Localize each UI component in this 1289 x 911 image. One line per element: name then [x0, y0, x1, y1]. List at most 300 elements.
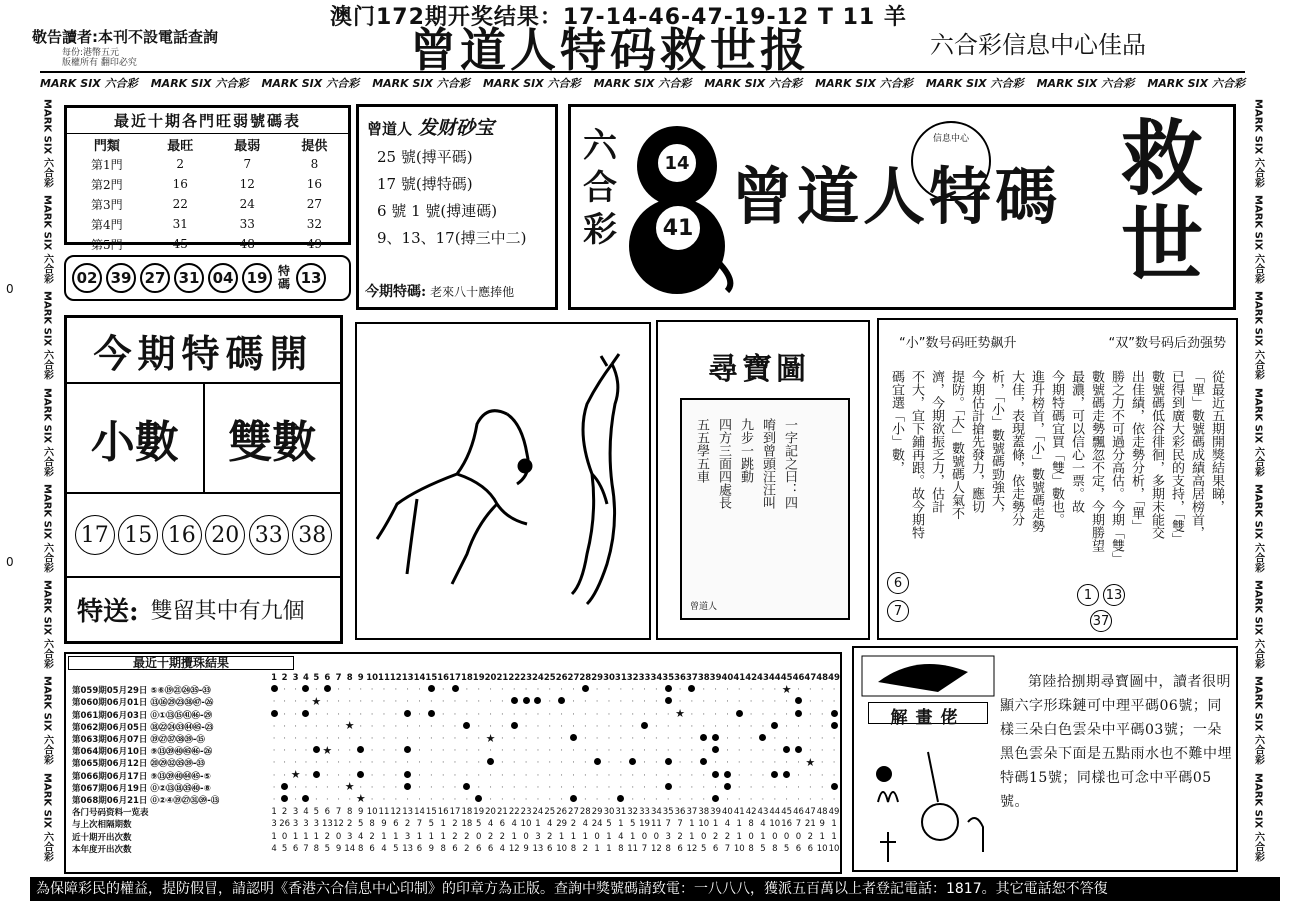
- draw-summary-cell: 10: [733, 843, 745, 854]
- draw-cell: ·: [370, 734, 374, 745]
- draw-summary-cell: 13: [402, 807, 414, 818]
- article-col: 析，「小」數號碼勁強大，: [989, 370, 1004, 520]
- draw-cell: ·: [283, 697, 286, 708]
- draw-cell: [662, 782, 674, 794]
- draw-cell: ·: [453, 734, 457, 745]
- draw-cell: ·: [548, 770, 552, 781]
- draw-cell: ·: [619, 782, 623, 793]
- draw-cell: ·: [465, 685, 469, 696]
- draw-row: [68, 770, 840, 782]
- draw-cell: ·: [643, 782, 646, 793]
- draw-summary-cell: 11: [627, 843, 639, 854]
- draw-cell: ·: [294, 721, 297, 732]
- draw-number-header: 20: [484, 673, 497, 684]
- draw-summary-cell: 1: [428, 831, 435, 842]
- draw-dot: [665, 697, 672, 704]
- draw-cell: [322, 684, 333, 696]
- draw-star: ★: [322, 743, 333, 757]
- draw-cell: ·: [441, 709, 445, 720]
- draw-number-header: 25: [543, 673, 556, 684]
- draw-summary-cell: 29: [591, 807, 603, 818]
- draw-cell: ·: [619, 758, 623, 769]
- draw-dot: [558, 697, 565, 704]
- number-ball: 20: [205, 515, 245, 555]
- draw-cell: ·: [382, 794, 386, 805]
- draw-cell: ·: [465, 770, 469, 781]
- draw-dot: [404, 710, 411, 717]
- draw-cell: ·: [761, 770, 765, 781]
- draw-cell: ·: [749, 746, 753, 757]
- draw-cell: ·: [655, 794, 658, 805]
- draw-cell: ·: [304, 746, 308, 757]
- draw-summary-cell: 13: [402, 843, 414, 854]
- draw-cell: [473, 794, 485, 806]
- article-col: 今期估計搶先發力，應切: [969, 370, 984, 513]
- special-offer-label: 特送:: [77, 596, 139, 627]
- draw-number-header: 47: [804, 673, 817, 684]
- article-balls-right: [1071, 584, 1131, 632]
- draw-summary-cell: 6: [499, 819, 506, 830]
- draw-cell: ·: [441, 782, 445, 793]
- draw-cell: ·: [773, 746, 777, 757]
- draw-cell: ·: [314, 794, 318, 805]
- draw-cell: ·: [429, 746, 433, 757]
- draw-cell: ·: [272, 758, 276, 769]
- draw-cell: [722, 782, 734, 794]
- draw-cell: [301, 794, 311, 806]
- draw-row: [68, 757, 840, 769]
- draw-number-header: 3: [292, 673, 299, 684]
- draw-summary-cell: 5: [313, 807, 320, 818]
- draw-summary-cell: 19: [639, 819, 650, 830]
- draw-cell: ·: [326, 697, 329, 708]
- draw-summary-cell: 2: [582, 843, 588, 854]
- draw-summary-cell: 4: [381, 843, 387, 854]
- giraffe-drawing: [572, 354, 619, 604]
- draw-cell: ·: [548, 721, 552, 732]
- draw-summary-cell: 6: [487, 843, 494, 854]
- draw-cell: ·: [394, 734, 398, 745]
- draw-number-header: 37: [685, 673, 698, 684]
- draw-cell: ·: [326, 782, 329, 793]
- draw-cell: ·: [382, 697, 386, 708]
- draw-number-header: 21: [496, 673, 509, 684]
- analysis-article: [877, 318, 1238, 640]
- draw-summary-cell: 21: [496, 807, 508, 818]
- pick-even: 雙數: [203, 384, 341, 492]
- draw-cell: ·: [536, 782, 540, 793]
- draw-cell: ·: [489, 697, 492, 708]
- draw-cell: [757, 733, 769, 745]
- draw-cell: [793, 709, 805, 721]
- draw-summary-cell: 4: [511, 819, 517, 830]
- draw-cell: [425, 709, 437, 721]
- draw-dot: [724, 783, 731, 790]
- draw-summary-cell: 10: [828, 843, 840, 854]
- draw-cell: ·: [326, 709, 329, 720]
- draw-cell: ·: [501, 685, 504, 696]
- marksix-label: MARK SIX 六合彩: [1252, 580, 1264, 669]
- draw-cell: [769, 770, 781, 782]
- draw-cell: ·: [348, 709, 352, 720]
- draw-summary-cell: 10: [556, 843, 568, 854]
- draw-cell: ·: [304, 758, 308, 769]
- draw-cell: ·: [548, 794, 552, 805]
- draw-summary-cell: 24: [591, 819, 603, 830]
- draw-summary-cell: 1: [606, 843, 612, 854]
- tips-footer: [365, 281, 514, 301]
- draw-dot: [534, 697, 541, 704]
- draw-cell: ·: [441, 770, 445, 781]
- draw-cell: ·: [655, 685, 658, 696]
- draw-summary-cell: 1: [736, 831, 742, 842]
- draw-summary-cell: 1: [416, 831, 423, 842]
- draw-cell: ·: [501, 782, 504, 793]
- draw-cell: ·: [832, 794, 836, 805]
- draw-cell: ·: [761, 697, 765, 708]
- article-headlines: [899, 332, 1226, 351]
- headline-small: “小”数号码旺势飙升: [899, 336, 1017, 351]
- draw-summary-cell: 18: [461, 807, 473, 818]
- draw-number-header: 18: [460, 673, 473, 684]
- draw-summary-cell: 16: [437, 807, 449, 818]
- draw-summary-cell: 0: [795, 831, 802, 842]
- draw-cell: [698, 757, 710, 769]
- stats-cell: 第2門: [91, 177, 123, 192]
- draw-cell: ·: [337, 709, 340, 720]
- draw-cell: ·: [337, 746, 340, 757]
- draw-cell: ·: [666, 746, 670, 757]
- draw-summary-cell: 1: [271, 807, 277, 818]
- draw-cell: ·: [773, 697, 777, 708]
- draw-cell: ·: [406, 758, 409, 769]
- draw-cell: ·: [607, 782, 611, 793]
- draw-cell: ·: [536, 709, 540, 720]
- draw-summary-cell: 4: [487, 819, 494, 830]
- draw-dot: [302, 795, 309, 802]
- draw-cell: ·: [572, 770, 575, 781]
- draw-cell: ·: [294, 782, 297, 793]
- draw-cell: ·: [607, 709, 611, 720]
- poem-line: 一字記之曰：四: [782, 418, 797, 509]
- draw-cell: ·: [453, 709, 457, 720]
- draw-cell: ·: [524, 746, 528, 757]
- draw-cell: ·: [808, 709, 812, 720]
- draw-cell: ·: [465, 709, 469, 720]
- draw-star: ★: [344, 780, 355, 794]
- draw-cell: ·: [465, 746, 469, 757]
- draw-dot: [759, 734, 766, 741]
- draw-cell: ·: [326, 721, 329, 732]
- draw-cell: ·: [820, 721, 824, 732]
- article-col: 已得到廣大彩民的支持，「雙」: [1169, 370, 1184, 546]
- draw-summary-cell: 37: [686, 807, 698, 818]
- draw-cell: ·: [348, 734, 352, 745]
- draw-cell: [781, 770, 793, 782]
- draw-summary-cell: 40: [722, 807, 733, 818]
- draw-cell: ·: [294, 709, 297, 720]
- left-sidebar: [32, 95, 62, 865]
- draw-cell: ·: [501, 721, 504, 732]
- draw-cell: ·: [406, 734, 409, 745]
- draw-number-header: 12: [389, 673, 402, 684]
- draw-cell: ·: [595, 770, 599, 781]
- draw-dot: [688, 685, 695, 692]
- draw-number-header: 46: [792, 673, 805, 684]
- tip-row: 25 號(搏平碼): [377, 148, 473, 166]
- draw-summary-cell: 2: [347, 819, 353, 830]
- poem-line: 五五學五車: [694, 418, 709, 483]
- marksix-label: MARK SIX 六合彩: [41, 291, 53, 380]
- draw-row-label: 第062期06月05日 ⑱㉒㉔㉝㊹㊺-㉓: [72, 722, 214, 733]
- draw-cell: ·: [832, 746, 836, 757]
- draw-summary-row: [68, 818, 840, 830]
- draw-cell: ·: [785, 794, 788, 805]
- draw-summary-label: 与上次相隔期数: [72, 820, 132, 831]
- draw-summary-cell: 1: [831, 831, 837, 842]
- draw-cell: [722, 770, 734, 782]
- draw-cell: ·: [690, 709, 694, 720]
- marksix-label: MARK SIX 六合彩: [1252, 483, 1264, 573]
- draw-cell: ·: [607, 746, 611, 757]
- draw-cell: ·: [337, 794, 340, 805]
- draw-summary-cell: 6: [452, 843, 458, 854]
- draw-summary-cell: 48: [816, 807, 828, 818]
- special-offer: [67, 578, 340, 640]
- draw-summary-cell: 3: [404, 831, 411, 842]
- draw-number-header: 8: [346, 673, 353, 684]
- draw-cell: [269, 684, 279, 696]
- draw-cell: ·: [477, 746, 481, 757]
- draw-summary-cell: 1: [629, 831, 636, 842]
- draw-cell: ·: [607, 685, 611, 696]
- draw-summary-cell: 6: [677, 843, 683, 854]
- draw-cell: ·: [560, 709, 563, 720]
- draw-cell: ·: [820, 794, 824, 805]
- draw-cell: [568, 733, 580, 745]
- number-ball: 16: [162, 515, 202, 555]
- draw-cell: ·: [583, 697, 587, 708]
- draw-cell: [579, 684, 591, 696]
- draw-row-label: 第066期06月17日 ⑨⑬㊴㊵㊹㊺-⑤: [72, 771, 211, 782]
- draw-cell: ·: [619, 709, 623, 720]
- draw-summary-cell: 5: [281, 843, 288, 854]
- draw-summary-cell: 34: [650, 807, 662, 818]
- draw-row: [68, 709, 840, 721]
- draw-cell: ·: [489, 770, 492, 781]
- poem-line: 九步一跳動: [738, 418, 753, 483]
- draw-cell: ·: [489, 685, 492, 696]
- draw-cell: ·: [678, 746, 682, 757]
- draw-cell: ·: [607, 794, 611, 805]
- draw-cell: [355, 794, 366, 806]
- draw-dot: [712, 734, 719, 741]
- draw-cell: ·: [489, 721, 492, 732]
- this-issue-box: [64, 315, 343, 644]
- draw-number-header: 1: [271, 673, 278, 684]
- draw-summary-cell: 8: [347, 807, 353, 818]
- draw-row-label: 第061期06月03日 ⓪①⑬⑮㊶㊻-㉙: [72, 710, 213, 721]
- draw-summary-cell: 31: [615, 807, 627, 818]
- this-issue-numbers: [67, 494, 340, 578]
- draw-summary-cell: 39: [710, 807, 721, 818]
- draw-cell: ·: [548, 734, 552, 745]
- draw-cell: ·: [524, 721, 528, 732]
- draw-cell: ·: [294, 734, 297, 745]
- draw-cell: ·: [832, 685, 836, 696]
- draw-cell: ·: [726, 746, 729, 757]
- result-line: 澳门172期开奖结果：17-14-46-47-19-12 T 11 羊: [330, 5, 907, 30]
- draw-cell: ·: [797, 770, 800, 781]
- draw-summary-cell: 3: [665, 831, 671, 842]
- draw-cell: ·: [314, 782, 318, 793]
- draw-cell: ·: [465, 758, 469, 769]
- draw-cell: ·: [808, 697, 812, 708]
- draw-cell: ·: [359, 782, 363, 793]
- draw-cell: ·: [348, 685, 352, 696]
- draw-cell: ·: [429, 770, 433, 781]
- draw-cell: ·: [773, 709, 777, 720]
- article-col: 數號碼走勢飄忽不定，今期勝望: [1089, 370, 1104, 552]
- draw-cell: ·: [702, 685, 706, 696]
- treasure-poem: [692, 418, 798, 598]
- draw-cell: ·: [359, 709, 363, 720]
- draw-dot: [404, 783, 411, 790]
- draw-cell: ·: [536, 734, 540, 745]
- draw-cell: ·: [773, 758, 777, 769]
- draw-number-header: 43: [757, 673, 769, 684]
- draw-star: ★: [344, 719, 355, 733]
- draw-cell: ·: [595, 697, 599, 708]
- pick-small: 小數: [90, 417, 179, 468]
- tip-row: 6 號 1 號(搏連碼): [377, 202, 498, 220]
- draw-dot: [511, 697, 518, 704]
- draw-cell: ·: [583, 758, 587, 769]
- draw-cell: [355, 745, 366, 757]
- margin-mark: 0: [6, 282, 14, 296]
- draw-header-row: [68, 672, 840, 684]
- draw-cell: ·: [690, 794, 694, 805]
- right-sidebar: [1243, 95, 1273, 865]
- draw-cell: ·: [820, 770, 824, 781]
- draw-cell: ·: [714, 685, 717, 696]
- stats-col-header: 最弱: [234, 138, 261, 154]
- draw-cell: ·: [607, 734, 611, 745]
- poem-line: 唷到曾頭汪汪叫: [760, 418, 775, 509]
- draw-summary-cell: 0: [475, 831, 482, 842]
- draw-cell: ·: [797, 758, 800, 769]
- draw-summary-cell: 6: [369, 843, 375, 854]
- logo-ball: 14: [655, 141, 699, 185]
- draw-cell: ·: [572, 721, 575, 732]
- draw-row-label: [68, 672, 269, 684]
- draw-cell: ·: [655, 782, 658, 793]
- draw-cell: ·: [761, 721, 765, 732]
- marksix-label: MARK SIX 六合彩: [1252, 98, 1264, 188]
- article-col: 大佳，表現蓋條，依走勢分: [1009, 370, 1024, 526]
- article-col: 「單」數號碼成績高居榜首，: [1189, 370, 1204, 539]
- draw-star: ★: [355, 792, 366, 806]
- draw-cell: ·: [465, 697, 469, 708]
- draw-cell: ·: [418, 709, 421, 720]
- draw-cell: ·: [429, 794, 433, 805]
- draw-cell: ·: [832, 734, 836, 745]
- draw-cell: ·: [406, 697, 409, 708]
- draw-cell: ·: [773, 685, 777, 696]
- draw-summary-cell: 2: [724, 831, 731, 842]
- marksix-label: MARK SIX 六合彩: [1252, 772, 1264, 862]
- draw-summary-cell: 12: [390, 807, 402, 818]
- draw-cell: ·: [714, 709, 717, 720]
- draw-dot: [831, 710, 838, 717]
- draw-cell: ·: [314, 709, 318, 720]
- draw-cell: ·: [489, 782, 492, 793]
- draw-summary-cell: 5: [393, 843, 399, 854]
- draw-summary-cell: 4: [499, 843, 506, 854]
- draw-cell: [686, 684, 698, 696]
- draw-summary-cell: 4: [724, 819, 731, 830]
- draw-summary-cell: 1: [594, 843, 600, 854]
- draw-cell: ·: [418, 697, 421, 708]
- draw-summary-cell: 1: [535, 819, 541, 830]
- logo-char: 彩: [583, 210, 617, 250]
- draw-summary-cell: 11: [650, 819, 662, 830]
- draw-dot: [582, 685, 589, 692]
- draw-summary-cell: 33: [639, 807, 650, 818]
- draw-summary-cell: 10: [698, 819, 710, 830]
- draw-row: [68, 782, 840, 794]
- draw-cell: ·: [429, 758, 433, 769]
- draw-cell: [322, 745, 333, 757]
- draw-cell: ·: [761, 782, 765, 793]
- draw-cell: ·: [314, 721, 318, 732]
- draw-dot: [771, 771, 778, 778]
- draw-summary-cell: 9: [335, 843, 342, 854]
- draw-cell: ·: [643, 794, 646, 805]
- draw-cell: ·: [631, 685, 635, 696]
- draw-dot: [313, 746, 320, 753]
- draw-summary-cell: 0: [783, 831, 790, 842]
- draw-summary-cell: 6: [547, 843, 553, 854]
- draw-cell: ·: [418, 746, 421, 757]
- draw-summary-cell: 7: [665, 819, 671, 830]
- draw-cell: ·: [272, 734, 276, 745]
- draw-cell: [568, 794, 580, 806]
- margin-mark: 0: [6, 555, 14, 569]
- draw-cell: ·: [370, 697, 374, 708]
- draw-cell: ·: [678, 685, 682, 696]
- draw-cell: ·: [441, 758, 445, 769]
- article-col: 提防。「大」數號碼人氣不: [949, 370, 964, 520]
- draw-cell: ·: [726, 794, 729, 805]
- draw-number-header: 11: [378, 673, 390, 684]
- draw-heading: 最近十期攪珠結果: [68, 656, 294, 670]
- draw-cell: ·: [678, 734, 682, 745]
- draw-cell: ·: [820, 746, 824, 757]
- draw-cell: [402, 709, 414, 721]
- draw-summary-cell: 2: [464, 843, 470, 854]
- draw-dot: [302, 710, 309, 717]
- draw-dot: [712, 795, 719, 802]
- draw-dot: [712, 746, 719, 753]
- draw-summary-cell: 4: [618, 831, 624, 842]
- draw-cell: ·: [583, 782, 587, 793]
- draw-summary-cell: 3: [347, 831, 353, 842]
- draw-cell: ·: [370, 782, 374, 793]
- marksix-label: MARK SIX 六合彩: [1252, 387, 1264, 477]
- draw-cell: ·: [406, 685, 409, 696]
- draw-cell: [662, 696, 674, 708]
